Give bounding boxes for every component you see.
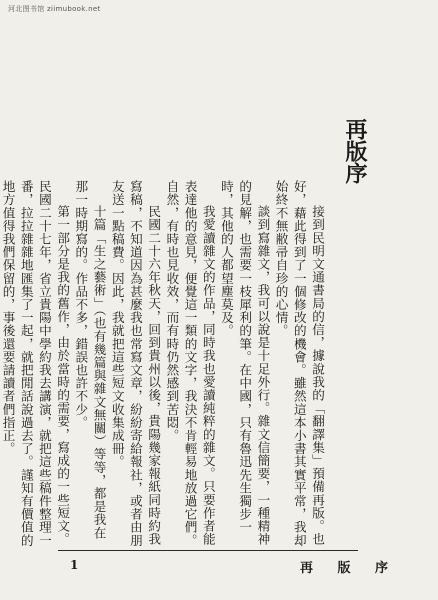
running-footer: 再 版 序: [300, 561, 399, 576]
paragraph: 談到寫雜文，我可以說是十足外行。雜文信簡要，一種精神的見解，也需要一枝犀利的筆。在中國，只有魯迅先生獨步一時，其他的人都望塵莫及。: [218, 180, 271, 546]
paragraph: 民國二十六年秋天，回到貴州以後，貴陽幾家報紙同時約我寫稿，不知道因為甚麼我也常寫文章，紛紛寄給報社，或者由朋友送一點稿費。因此，我就把這些短文收集成冊。: [109, 180, 162, 547]
preface-body: [0, 180, 326, 550]
paragraph: 第一部分是我的舊作，由於當時的需要，寫成的一些短文。民國二十七年，省立貴陽中學約我去講演，就把這些稿件整理一番，拉拉雜雜地匯集了一起，就把閒話說過去了。謹知有價值的地方值得我們保留的，事後還要請讀者們指正。: [0, 180, 71, 547]
footer-divider: [58, 550, 358, 551]
paragraph: 我愛讀雜文的作品，同時我也愛讀純粹的雜文。只要作者能表達他的意見，便覺這一類的文字，我決不肯輕易地放過它們。自然，有時也見收效，而有時仍然感到苦悶。: [164, 180, 216, 547]
source-watermark: 河北图书馆 ziimubook.net: [8, 5, 101, 13]
page-title: 再版序: [342, 118, 368, 184]
page-number: 1: [70, 558, 79, 572]
paragraph: 接到民明文通書局的信，據說我的「翻譯集」預備再版。也好，藉此得到了一個修改的機會。雖然這本小書其實平常，我却始終不無敝帚自珍的心情。: [273, 180, 325, 547]
paragraph: 十篇「生之藝術」（也有幾篇與雜文無關）等等，都是我在那一時期寫的。作品不多，錯誤也許不少。: [73, 180, 107, 540]
